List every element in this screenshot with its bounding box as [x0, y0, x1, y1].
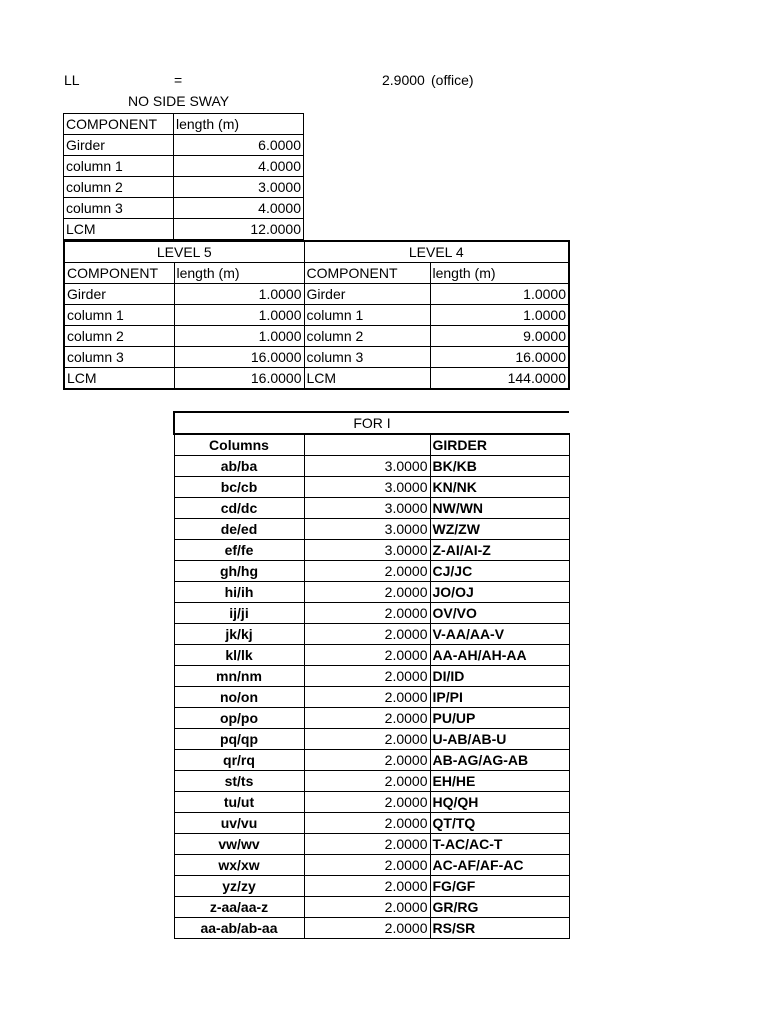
cell-length: 9.0000: [430, 326, 569, 347]
cell-column: tu/ut: [174, 792, 304, 813]
cell-component: Girder: [64, 284, 174, 305]
cell-value: 2.0000: [304, 561, 430, 582]
cell-column: aa-ab/ab-aa: [174, 918, 304, 939]
cell-length: 1.0000: [430, 305, 569, 326]
cell-component: column 1: [64, 305, 174, 326]
header-value-blank: [304, 434, 430, 456]
table-row: [174, 645, 569, 666]
level4-header-component: COMPONENT: [304, 263, 430, 284]
cell-length: 16.0000: [430, 347, 569, 368]
cell-column: bc/cb: [174, 477, 304, 498]
table-row: [174, 687, 569, 708]
table-row: [174, 792, 569, 813]
cell-length: 4.0000: [174, 198, 304, 219]
cell-girder: AA-AH/AH-AA: [430, 645, 569, 666]
cell-component: column 1: [304, 305, 430, 326]
cell-component: column 2: [64, 326, 174, 347]
no-side-sway-title: NO SIDE SWAY: [128, 93, 230, 109]
cell-length: 144.0000: [430, 368, 569, 390]
table-row: [174, 666, 569, 687]
cell-girder: KN/NK: [430, 477, 569, 498]
table-row: [64, 347, 569, 368]
cell-column: jk/kj: [174, 624, 304, 645]
cell-girder: HQ/QH: [430, 792, 569, 813]
ll-note: (office): [431, 72, 474, 88]
cell-value: 3.0000: [304, 498, 430, 519]
equals-sign: =: [174, 72, 183, 88]
cell-length: 16.0000: [174, 347, 304, 368]
cell-girder: PU/UP: [430, 708, 569, 729]
cell-component: column 3: [304, 347, 430, 368]
table-row: [174, 876, 569, 897]
cell-component: column 2: [304, 326, 430, 347]
cell-column: pq/qp: [174, 729, 304, 750]
for-i-body: [174, 456, 569, 939]
cell-girder: IP/PI: [430, 687, 569, 708]
cell-column: gh/hg: [174, 561, 304, 582]
cell-value: 2.0000: [304, 687, 430, 708]
cell-value: 2.0000: [304, 855, 430, 876]
cell-value: 2.0000: [304, 918, 430, 939]
cell-column: uv/vu: [174, 813, 304, 834]
table-row: [174, 582, 569, 603]
table-row: [174, 855, 569, 876]
table-row: [64, 177, 304, 198]
cell-length: 16.0000: [174, 368, 304, 390]
cell-component: column 2: [64, 177, 174, 198]
for-i-table: [173, 411, 570, 939]
table-row: [174, 456, 569, 477]
for-i-title-row: [174, 412, 569, 434]
cell-component: column 1: [64, 156, 174, 177]
table-row: [174, 477, 569, 498]
table-row: [64, 198, 304, 219]
table-header-row: [64, 114, 304, 135]
cell-column: st/ts: [174, 771, 304, 792]
cell-value: 3.0000: [304, 540, 430, 561]
ll-label: LL: [64, 72, 80, 88]
level-title-row: [64, 241, 569, 263]
cell-value: 2.0000: [304, 645, 430, 666]
cell-girder: T-AC/AC-T: [430, 834, 569, 855]
table-row: [174, 918, 569, 939]
header-length: length (m): [174, 114, 304, 135]
cell-length: 1.0000: [174, 284, 304, 305]
level4-title: LEVEL 4: [304, 241, 569, 263]
cell-component: LCM: [64, 368, 174, 390]
header-columns: Columns: [174, 434, 304, 456]
no-side-sway-table: [63, 113, 304, 240]
cell-length: 1.0000: [174, 305, 304, 326]
cell-column: qr/rq: [174, 750, 304, 771]
cell-girder: EH/HE: [430, 771, 569, 792]
cell-value: 2.0000: [304, 603, 430, 624]
table-row: [174, 624, 569, 645]
table-row: [174, 750, 569, 771]
cell-component: Girder: [304, 284, 430, 305]
cell-value: 2.0000: [304, 834, 430, 855]
cell-value: 2.0000: [304, 708, 430, 729]
table-row: [64, 284, 569, 305]
cell-value: 3.0000: [304, 477, 430, 498]
cell-girder: Z-AI/AI-Z: [430, 540, 569, 561]
cell-girder: QT/TQ: [430, 813, 569, 834]
cell-component: column 3: [64, 198, 174, 219]
table-row: [64, 219, 304, 240]
table-row: [64, 368, 569, 390]
cell-girder: AC-AF/AF-AC: [430, 855, 569, 876]
cell-value: 2.0000: [304, 666, 430, 687]
cell-component: LCM: [304, 368, 430, 390]
cell-column: wx/xw: [174, 855, 304, 876]
cell-column: mn/nm: [174, 666, 304, 687]
cell-girder: RS/SR: [430, 918, 569, 939]
header-girder: GIRDER: [430, 434, 569, 456]
cell-column: de/ed: [174, 519, 304, 540]
cell-value: 2.0000: [304, 792, 430, 813]
table-row: [174, 813, 569, 834]
levels-table: [63, 240, 570, 390]
cell-girder: NW/WN: [430, 498, 569, 519]
cell-girder: GR/RG: [430, 897, 569, 918]
table-row: [174, 519, 569, 540]
cell-length: 12.0000: [174, 219, 304, 240]
level5-header-length: length (m): [174, 263, 304, 284]
cell-column: op/po: [174, 708, 304, 729]
cell-component: column 3: [64, 347, 174, 368]
cell-value: 2.0000: [304, 771, 430, 792]
cell-column: vw/wv: [174, 834, 304, 855]
cell-girder: BK/KB: [430, 456, 569, 477]
table-row: [174, 729, 569, 750]
cell-value: 2.0000: [304, 750, 430, 771]
cell-column: ab/ba: [174, 456, 304, 477]
level5-header-component: COMPONENT: [64, 263, 174, 284]
cell-girder: JO/OJ: [430, 582, 569, 603]
header-component: COMPONENT: [64, 114, 174, 135]
cell-value: 3.0000: [304, 456, 430, 477]
cell-column: ij/ji: [174, 603, 304, 624]
cell-component: LCM: [64, 219, 174, 240]
table-row: [174, 540, 569, 561]
level4-header-length: length (m): [430, 263, 569, 284]
cell-length: 1.0000: [174, 326, 304, 347]
cell-column: ef/fe: [174, 540, 304, 561]
table-header-row: [64, 263, 569, 284]
level5-title: LEVEL 5: [64, 241, 304, 263]
ll-value: 2.9000: [382, 72, 425, 88]
cell-girder: AB-AG/AG-AB: [430, 750, 569, 771]
cell-girder: V-AA/AA-V: [430, 624, 569, 645]
table-row: [64, 156, 304, 177]
cell-value: 2.0000: [304, 582, 430, 603]
table-row: [174, 561, 569, 582]
cell-column: kl/lk: [174, 645, 304, 666]
cell-column: hi/ih: [174, 582, 304, 603]
cell-value: 2.0000: [304, 897, 430, 918]
cell-length: 4.0000: [174, 156, 304, 177]
table-row: [174, 708, 569, 729]
cell-value: 2.0000: [304, 813, 430, 834]
cell-column: no/on: [174, 687, 304, 708]
cell-value: 2.0000: [304, 876, 430, 897]
table-row: [174, 498, 569, 519]
cell-length: 3.0000: [174, 177, 304, 198]
table-row: [64, 135, 304, 156]
table-row: [174, 603, 569, 624]
for-i-title: FOR I: [174, 412, 569, 434]
cell-girder: CJ/JC: [430, 561, 569, 582]
cell-length: 1.0000: [430, 284, 569, 305]
table-row: [64, 305, 569, 326]
table-row: [174, 897, 569, 918]
cell-length: 6.0000: [174, 135, 304, 156]
cell-girder: OV/VO: [430, 603, 569, 624]
table-row: [174, 771, 569, 792]
cell-column: cd/dc: [174, 498, 304, 519]
cell-girder: WZ/ZW: [430, 519, 569, 540]
table-row: [64, 326, 569, 347]
cell-value: 3.0000: [304, 519, 430, 540]
cell-girder: FG/GF: [430, 876, 569, 897]
cell-component: Girder: [64, 135, 174, 156]
table-row: [174, 834, 569, 855]
cell-girder: DI/ID: [430, 666, 569, 687]
table-header-row: [174, 434, 569, 456]
cell-girder: U-AB/AB-U: [430, 729, 569, 750]
cell-column: z-aa/aa-z: [174, 897, 304, 918]
cell-value: 2.0000: [304, 624, 430, 645]
cell-value: 2.0000: [304, 729, 430, 750]
cell-column: yz/zy: [174, 876, 304, 897]
